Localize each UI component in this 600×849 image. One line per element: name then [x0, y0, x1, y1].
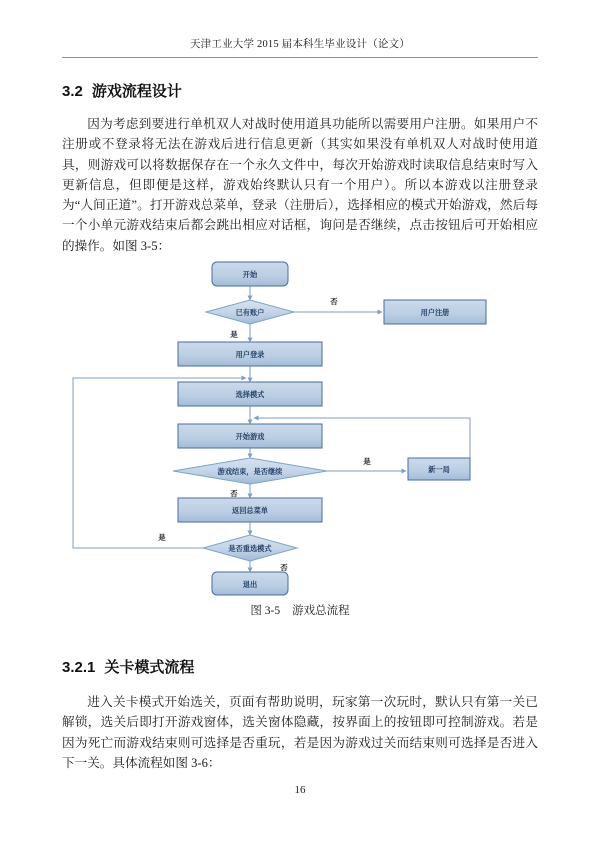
- figure-caption: [62, 602, 538, 618]
- flow-node-register: [384, 300, 486, 324]
- edge-label-has-account-no: 否: [330, 297, 338, 306]
- subsection-number: 3.2.1: [62, 659, 96, 676]
- flow-node-reselect-label: 是否重选模式: [228, 544, 272, 553]
- flow-node-start-game-label: 开始游戏: [235, 432, 265, 441]
- edge-label-reselect-yes: 是: [158, 533, 166, 542]
- flow-node-game-over: [173, 458, 327, 484]
- figure-3-5-flowchart: [62, 252, 538, 600]
- edge-label-game-over-no: 否: [230, 489, 238, 498]
- flow-node-start-game: [178, 424, 322, 448]
- page-number: 16: [294, 784, 306, 796]
- flow-node-select-mode: [178, 382, 322, 406]
- header-rule: [62, 57, 538, 58]
- figure-label: 图 3-5: [250, 605, 281, 617]
- flow-node-login-label: 用户登录: [235, 350, 265, 359]
- flow-node-select-mode-label: 选择模式: [235, 390, 265, 399]
- flow-node-exit-label: 退出: [242, 580, 258, 589]
- edge-label-has-account-yes: 是: [230, 330, 238, 339]
- subsection-title: 关卡模式流程: [104, 659, 195, 676]
- flow-node-start: [212, 262, 288, 286]
- flow-node-has-account-label: 已有账户: [235, 308, 265, 317]
- figure-caption-text: 游戏总流程: [292, 605, 350, 617]
- flow-node-new-round: [408, 458, 470, 480]
- flow-node-login: [178, 342, 322, 366]
- section-number: 3.2: [62, 83, 83, 100]
- flow-node-has-account: [206, 300, 294, 324]
- paragraph-3-2-1: 进入关卡模式开始选关，页面有帮助说明，玩家第一次玩时，默认只有第一关已解锁，选关后即打开游戏窗体，选关窗体隐藏，按界面上的按钮即可控制游戏。若是因为死亡而游戏结束则可选择是否重玩，若是因为游戏过关而结束则可选择是否进入下一关。具体流程如图 3-6：: [62, 695, 538, 770]
- flow-node-new-round-label: 新一局: [428, 465, 450, 474]
- flow-node-register-label: 用户注册: [420, 308, 450, 317]
- section-heading-3-2: [62, 80, 182, 101]
- edge-label-reselect-no: 否: [280, 563, 288, 572]
- edge-label-game-over-yes: 是: [363, 457, 371, 466]
- paragraph-3-2: 因为考虑到要进行单机双人对战时使用道具功能所以需要用户注册。如果用户不注册或不登录将无法在游戏后进行信息更新（其实如果没有单机双人对战时使用道具，则游戏可以将数据保存在一个永久文件中，每次开始游戏时读取信息结束时写入更新信息，但即便是这样，游戏始终默认只有一个用户）。所以本游戏以注册登录为“人间正道”。打开游戏总菜单，登录（注册后），选择相应的模式开始游戏，然后每一个小单元游戏结束后都会跳出相应对话框，询问是否继续，点击按钮后可开始相应的操作。如图 3-5：: [62, 117, 538, 253]
- flow-node-exit: [212, 572, 288, 595]
- flow-node-back-menu-label: 返回总菜单: [232, 506, 268, 515]
- flow-node-start-label: 开始: [242, 270, 258, 279]
- section-title: 游戏流程设计: [91, 83, 182, 100]
- section-heading-3-2-1: [62, 656, 194, 677]
- flow-node-reselect: [203, 535, 297, 561]
- flow-node-game-over-label: 游戏结束，是否继续: [217, 467, 283, 476]
- running-header: 天津工业大学 2015 届本科生毕业设计（论文）: [189, 39, 411, 50]
- flow-node-back-menu: [178, 498, 322, 522]
